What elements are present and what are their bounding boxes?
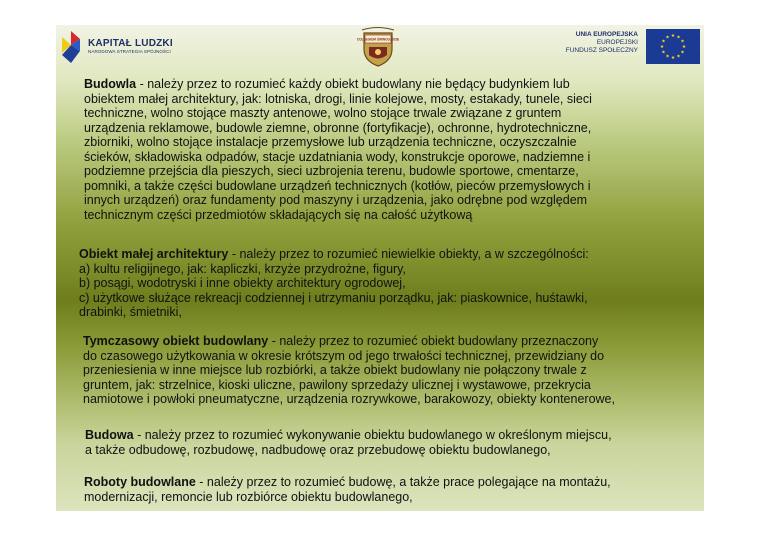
definition-roboty-budowlane [84,475,611,504]
eu-flag-icon [646,29,700,64]
definition-line: obiektem małej architektury, jak: lotniska, drogi, linie kolejowe, mosty, estakady, tunele, sieci [84,91,592,106]
definition-line: a) kultu religijnego, jak: kapliczki, krzyże przydrożne, figury, [79,261,406,276]
emblem-text: COLLEGIUM ŚWINOUJŚCIE [356,37,400,42]
eu-label-line1: UNIA EUROPEJSKA [575,31,638,38]
eu-label-line3: FUNDUSZ SPOŁECZNY [565,47,638,54]
definition-line: drabinki, śmietniki, [79,305,182,319]
kapital-ludzki-title: KAPITAŁ LUDZKI [88,38,173,49]
definition-tymczasowy-obiekt-budowlany [83,334,615,407]
definition-line: Budowla - należy przez to rozumieć każdy obiekt budowlany nie będący budynkiem lub [84,77,570,91]
definition-term: Budowa [85,428,134,442]
definition-line: do czasowego użytkowania w okresie krótszym od jego trwałości technicznej, przewidziany do [83,348,605,363]
kapital-ludzki-label [88,38,173,55]
definition-line: zbiorniki, wolno stojące instalacje przemysłowe lub urządzenia techniczne, oczyszczalnie [84,135,577,149]
eu-label [566,31,638,55]
definition-budowla [84,77,592,222]
definition-term: Obiekt małej architektury [79,247,229,261]
definition-budowa [85,428,612,457]
definition-line: pomniki, a także części budowlane urządzeń technicznych (kotłów, pieców przemysłowych i [84,178,591,193]
definition-line: ścieków, składowiska odpadów, stacje uzdatniania wody, konstrukcje oporowe, nadziemne i [84,149,591,164]
definition-line: a także odbudowę, rozbudowę, nadbudowę oraz przebudowę obiektu budowlanego, [85,442,551,457]
definition-line: przeniesienia w inne miejsce lub rozbiórki, a także obiekt budowlany nie połączony trwale z [83,363,587,377]
kapital-ludzki-subtitle: NARODOWA STRATEGIA SPÓJNOŚCI [88,49,171,54]
definition-line: modernizacji, remoncie lub rozbiórce obiektu budowlanego, [84,489,413,504]
definition-line: Tymczasowy obiekt budowlany - należy przez to rozumieć obiekt budowlany przeznaczony [83,334,599,348]
eu-label-line2: EUROPEJSKI [596,39,638,46]
definition-line: gruntem, jak: strzelnice, kioski uliczne, pawilony sprzedaży ulicznej i wystawowe, przekrycia [83,377,591,392]
definition-line: techniczne, wolno stojące maszty antenowe, wolno stojące trwale związane z gruntem [84,106,562,120]
definition-line: technicznym części przedmiotów składających się na całość użytkową [84,207,473,222]
definition-line: Roboty budowlane - należy przez to rozumieć budowę, a także prace polegające na montażu, [84,475,611,489]
definition-line: urządzenia reklamowe, budowle ziemne, obronne (fortyfikacje), ochronne, hydrotechniczne, [84,120,592,135]
definition-obiekt-malej-architektury [79,247,589,320]
college-emblem-icon [356,27,400,67]
definition-line: Obiekt małej architektury - należy przez to rozumieć niewielkie obiekty, a w szczególności: [79,247,589,261]
definition-term: Roboty budowlane [84,475,196,489]
definition-term: Tymczasowy obiekt budowlany [83,334,269,348]
definition-line: innych urządzeń) oraz fundamenty pod maszyny i urządzenia, jako odrębne pod względem [84,193,588,207]
slide [56,25,704,511]
definition-line: b) posągi, wodotryski i inne obiekty architektury ogrodowej, [79,276,406,290]
definition-line: namiotowe i powłoki pneumatyczne, urządzenia rozrywkowe, barakowozy, obiekty kontenerowe, [83,392,615,406]
definition-line: c) użytkowe służące rekreacji codziennej i utrzymaniu porządku, jak: piaskownice, huśtawki, [79,290,588,305]
slide-header [56,25,704,71]
kapital-ludzki-logo-icon [62,31,80,63]
definition-line: Budowa - należy przez to rozumieć wykonywanie obiektu budowlanego w określonym miejscu, [85,428,612,442]
definition-line: podziemne przejścia dla pieszych, sieci uzbrojenia terenu, budowle sportowe, cmentarze, [84,164,579,178]
definition-term: Budowla [84,77,137,91]
